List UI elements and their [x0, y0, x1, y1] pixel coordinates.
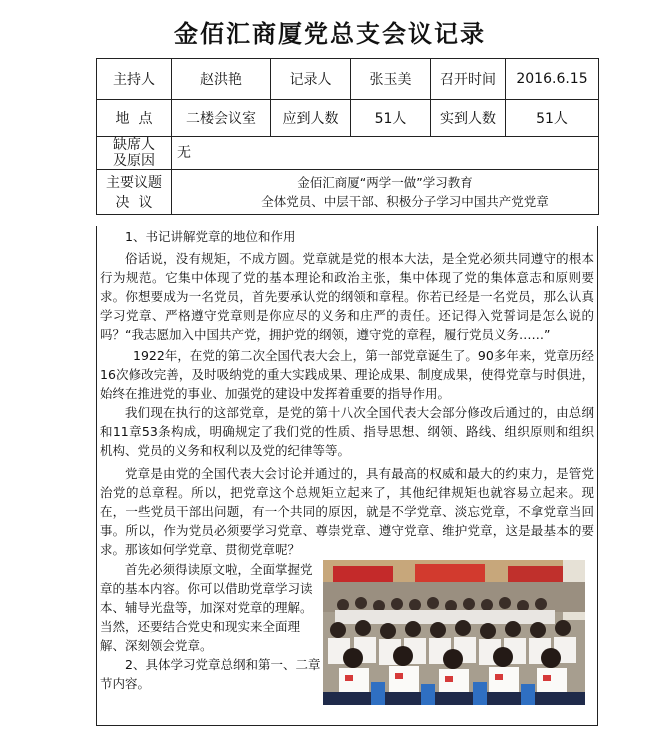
- document-title: 金佰汇商厦党总支会议记录: [174, 19, 486, 48]
- paragraph-2: 1922年，在党的第二次全国代表大会上，第一部党章诞生了。90多年来，党章历经16次修改完善，及时吸纳党的重大实践成果、理论成果、制度成果，使得党章与时俱进，始终在推进党的事业、加强党的建设中发挥着重要的指导作用。: [100, 348, 594, 401]
- time-label: 召开时间: [431, 59, 506, 100]
- expected-value: 51人: [351, 100, 431, 137]
- topic-label-line-2: 决 议: [115, 195, 153, 211]
- absent-label-line-1: 缺席人: [113, 137, 155, 153]
- topic-value: [172, 170, 599, 215]
- lower-text: [100, 560, 322, 693]
- paragraph-4: 党章是由党的全国代表大会讨论并通过的，具有最高的权威和最大的约束力，是管党治党的总章程。所以，把党章这个总规矩立起来了，其他纪律规矩也就容易立起来。现在，一些党员干部出问题，有一个共同的原因，就是不学党章、淡忘党章，不拿党章当回事。所以，作为党员必须要学习党章、尊崇党章、遵守党章、维护党章，这是最基本的要求。那该如何学党章、贯彻党章呢？: [100, 466, 594, 557]
- paragraph-1: 俗话说，没有规矩，不成方圆。党章就是党的根本大法，是全党必须共同遵守的根本行为规范。它集中体现了党的基本理论和政治主张，集中体现了党的集体意志和原则要求。你想要成为一名党员，首先要承认党的纲领和章程。你若已经是一名党员，那么认真学习党章、严格遵守党章则是你应尽的义务和庄严的责任。还记得入党誓词是怎么说的吗？“我志愿加入中国共产党，拥护党的纲领，遵守党的章程，履行党员义务……”: [100, 251, 594, 342]
- section-heading-1: 1、书记讲解党章的地位和作用: [125, 229, 296, 244]
- time-value: 2016.6.15: [506, 59, 599, 100]
- minutes-content: [100, 227, 594, 559]
- section-heading-2: 2、具体学习党章总纲和第一、二章节内容。: [100, 657, 321, 691]
- absent-label-line-2: 及原因: [113, 153, 155, 169]
- absent-value: 无: [172, 137, 599, 170]
- actual-label: 实到人数: [431, 100, 506, 137]
- meeting-photo-illustration: [323, 560, 585, 705]
- topic-label: [97, 170, 172, 215]
- actual-value: 51人: [506, 100, 599, 137]
- host-label: 主持人: [97, 59, 172, 100]
- recorder-label: 记录人: [271, 59, 351, 100]
- paragraph-5: 首先必须得读原文啦，全面掌握党章的基本内容。你可以借助党章学习读本、辅导光盘等，加深对党章的理解。当然，还要结合党史和现实来全面理解、深刻领会党章。: [100, 562, 313, 653]
- location-label: 地 点: [97, 100, 172, 137]
- expected-label: 应到人数: [271, 100, 351, 137]
- absent-label: [97, 137, 172, 170]
- topic-label-line-1: 主要议题: [106, 175, 162, 191]
- recorder-value: 张玉美: [351, 59, 431, 100]
- topic-line-1: 金佰汇商厦“两学一做”学习教育: [297, 175, 473, 190]
- topic-line-2: 全体党员、中层干部、积极分子学习中国共产党党章: [261, 194, 549, 209]
- meeting-photo: [323, 560, 585, 705]
- meeting-info-table: [96, 58, 599, 215]
- host-value: 赵洪艳: [172, 59, 271, 100]
- paragraph-3: 我们现在执行的这部党章，是党的第十八次全国代表大会部分修改后通过的，由总纲和11章53条构成，明确规定了我们党的性质、指导思想、纲领、路线、组织原则和组织机构、党员的义务和权利以及党的纪律等等。: [100, 405, 594, 458]
- location-value: 二楼会议室: [172, 100, 271, 137]
